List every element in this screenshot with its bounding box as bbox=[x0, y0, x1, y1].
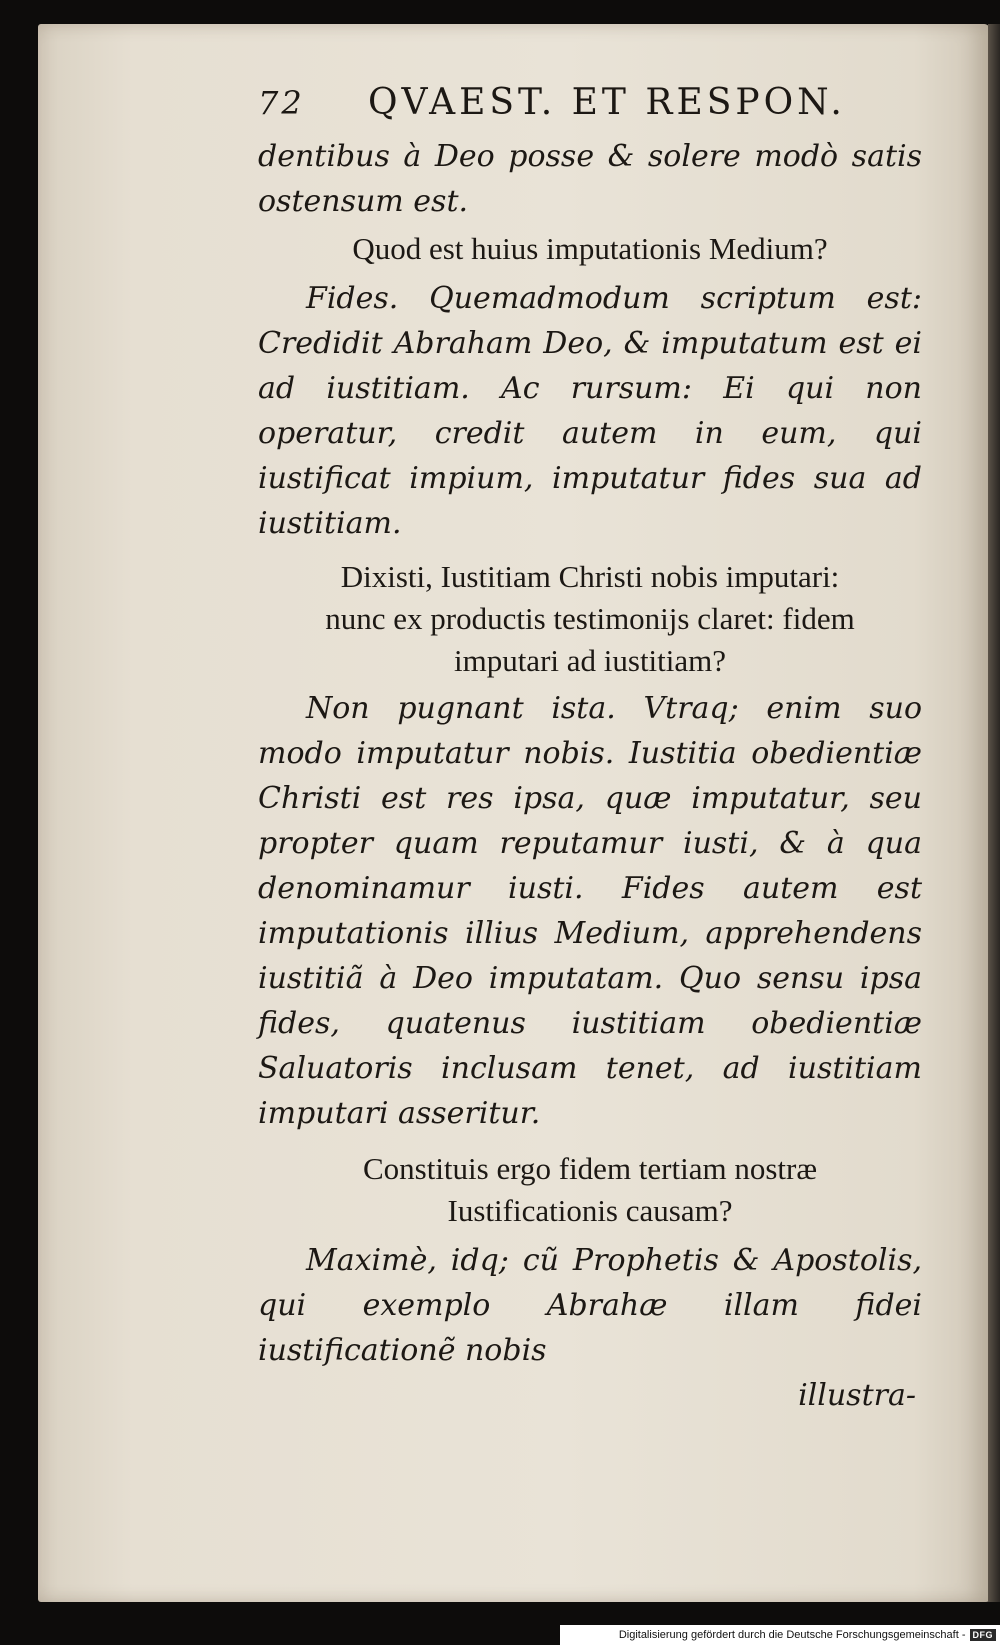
page-header bbox=[258, 82, 922, 134]
page-text-block bbox=[258, 82, 922, 1418]
question-2: Dixisti, Iustitiam Christi nobis imputari: nunc ex productis testimonijs claret: fidem imputari ad iustitiam? bbox=[325, 559, 855, 678]
catchword: illustra- bbox=[798, 1378, 916, 1413]
answer-2: Non pugnant ista. Vtraq; enim suo modo imputatur nobis. Iustitia obedientiæ Christi est res ipsa, quæ imputatur, seu propter quam reputamur iusti, & à qua denominamur iusti. Fides autem est imputationis illius Medium, apprehendens iustitiã à Deo imputatam. Quo sensu ipsa fides, quatenus iustitiam obedientiæ Saluatoris inclusam tenet, ad iustitiam imputari asseritur. bbox=[258, 691, 922, 1131]
running-head: QVAEST. ET RESPON. bbox=[368, 82, 846, 123]
page-gutter-edge bbox=[988, 24, 1000, 1602]
footer-credit: Digitalisierung gefördert durch die Deutsche Forschungsgemeinschaft - bbox=[618, 1629, 966, 1641]
answer-3: Maximè, idq; cũ Prophetis & Apostolis, qui exemplo Abrahæ illam fidei iustificationẽ nobis bbox=[258, 1243, 922, 1368]
question-3: Constituis ergo fidem tertiam nostræ Iustificationis causam? bbox=[362, 1151, 818, 1228]
continuation-paragraph: dentibus à Deo posse & solere modò satis ostensum est. bbox=[258, 139, 922, 219]
digitization-footer bbox=[560, 1625, 1000, 1645]
question-1: Quod est huius imputationis Medium? bbox=[352, 231, 828, 266]
page-number: 72 bbox=[258, 84, 305, 122]
answer-1: Fides. Quemadmodum scriptum est: Credidit Abraham Deo, & imputatum est ei ad iustitiam. Ac rursum: Ei qui non operatur, credit autem in eum, qui iustificat impium, imputatur fides sua ad iustitiam. bbox=[258, 281, 922, 541]
dfg-logo: DFG bbox=[970, 1629, 997, 1641]
